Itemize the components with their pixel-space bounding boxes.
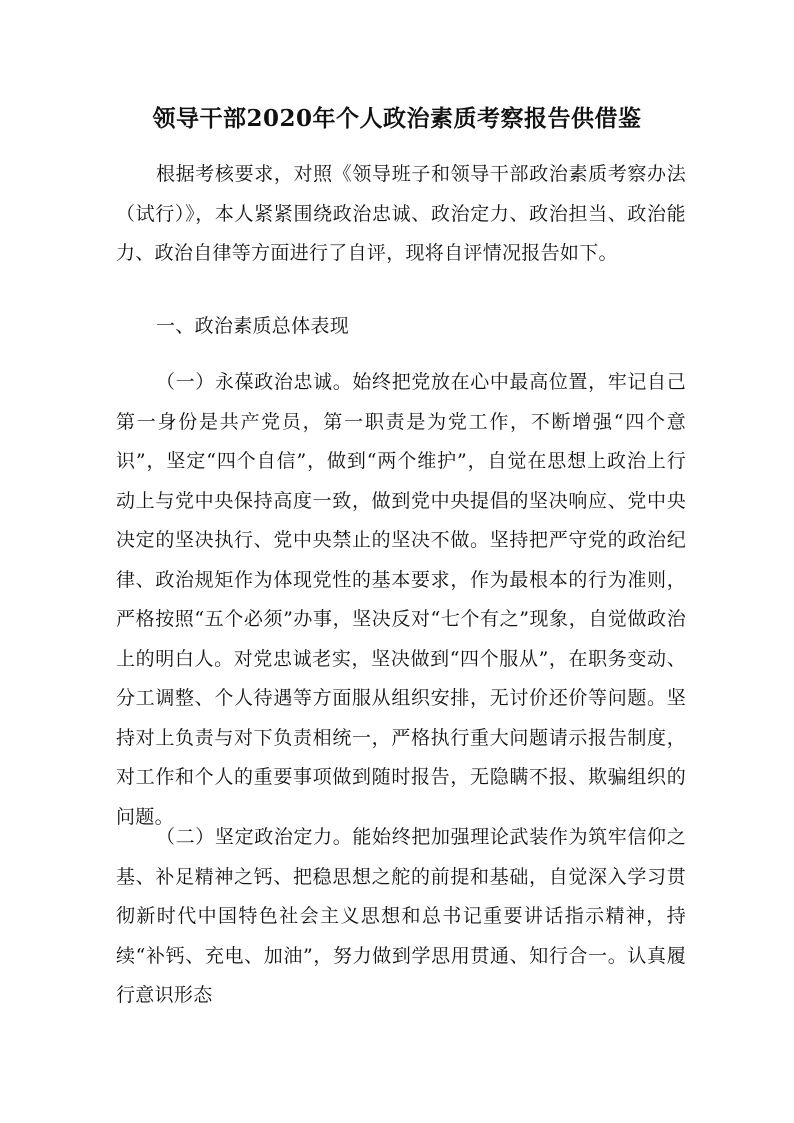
paragraph-political-loyalty: （一）永葆政治忠诚。始终把党放在心中最高位置，牢记自己第一身份是共产党员，第一职责是为党工作，不断增强“四个意识”，坚定“四个自信”，做到“两个维护”，自觉在思想上政治上行动上与党中央保持高度一致，做到党中央提倡的坚决响应、党中央决定的坚决执行、党中央禁止的坚决不做。坚持把严守党的政治纪律、政治规矩作为体现党性的基本要求，作为最根本的行为准则，严格按照“五个必须”办事，坚决反对“七个有之”现象，自觉做政治上的明白人。对党忠诚老实，坚决做到“四个服从”，在职务变动、分工调整、个人待遇等方面服从组织安排，无讨价还价等问题。坚持对上负责与对下负责相统一，严格执行重大问题请示报告制度，对工作和个人的重要事项做到随时报告，无隐瞒不报、欺骗组织的问题。 — [116, 371, 686, 828]
document-title: 领导干部2020年个人政治素质考察报告供借鉴 — [152, 105, 642, 132]
section-heading: 一、政治素质总体表现 — [156, 315, 350, 337]
paragraph-political-resolve: （二）坚定政治定力。能始终把加强理论武装作为筑牢信仰之基、补足精神之钙、把稳思想之舵的前提和基础，自觉深入学习贯彻新时代中国特色社会主义思想和总书记重要讲话指示精神，持续“补钙、充电、加油”，努力做到学思用贯通、知行合一。认真履行意识形态 — [116, 826, 686, 1006]
intro-paragraph: 根据考核要求，对照《领导班子和领导干部政治素质考察办法（试行）》，本人紧紧围绕政治忠诚、政治定力、政治担当、政治能力、政治自律等方面进行了自评，现将自评情况报告如下。 — [116, 163, 686, 264]
